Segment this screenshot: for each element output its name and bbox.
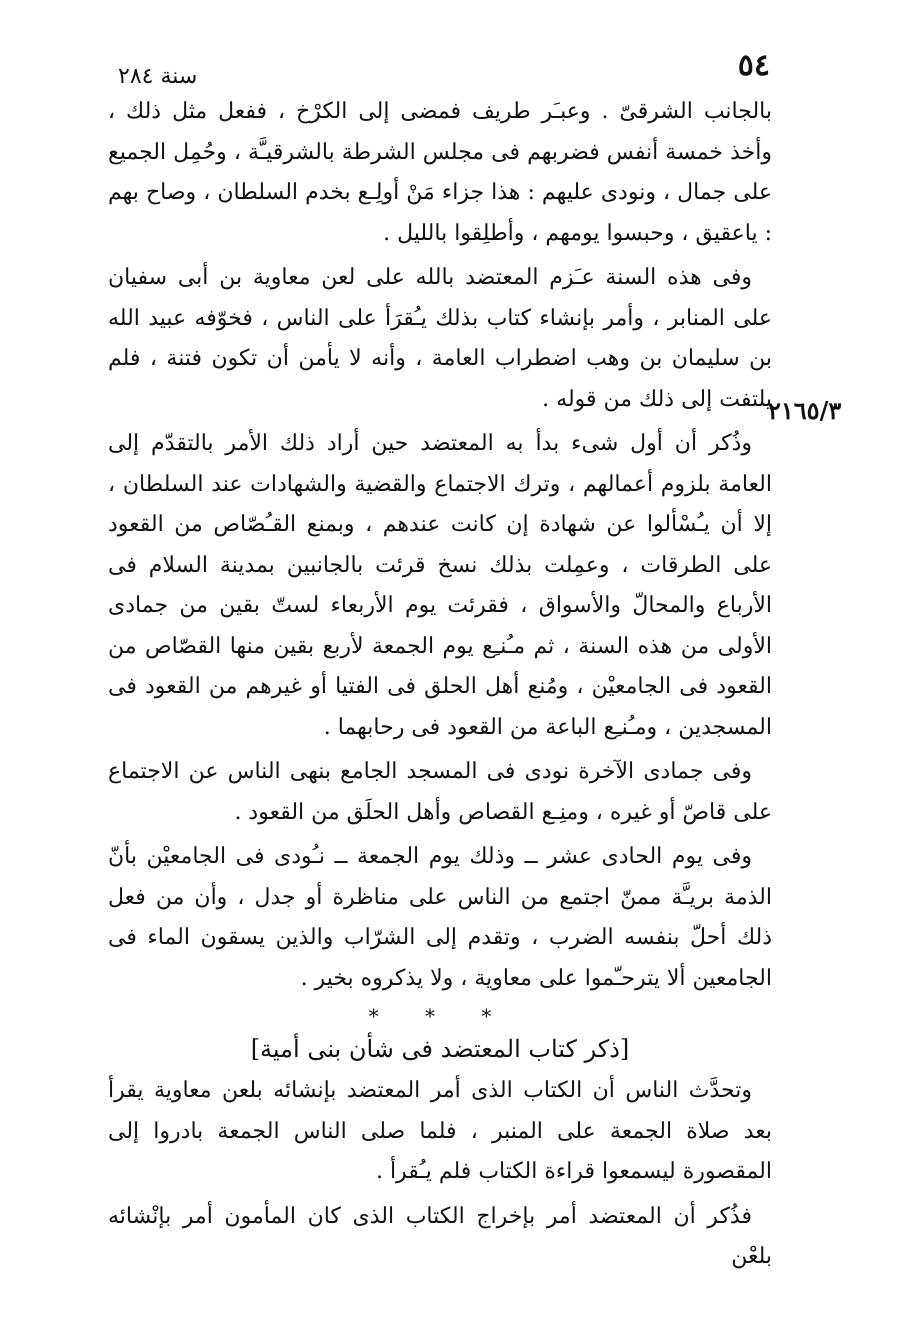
running-head-year: سنة ٢٨٤: [118, 64, 198, 89]
paragraph: بالجانب الشرقىّ . وعبـَر طريف فمضى إلى الكرْخ ، ففعل مثل ذلك ، وأخذ خمسة أنفس فضربهم فى مجلس الشرطة بالشرقيـَّة ، وحُمِل الجميع على جمال ، ونودى عليهم : هذا جزاء مَنْ أولِـع بخدم السلطان ، وصاح بهم : ياعقيق ، وحبسوا يومهم ، وأطلِقوا بالليل .: [108, 99, 772, 246]
paragraph: وتحدَّث الناس أن الكتاب الذى أمر المعتضد بإنشائه بلعن معاوية يقرأ بعد صلاة الجمعة على المنبر ، فلما صلى الناس الجمعة بادروا إلى المقصورة ليسمعوا قراءة الكتاب فلم يـُقرأ .: [108, 1078, 772, 1184]
page-number: ٥٤: [737, 48, 770, 83]
paragraph: فذُكر أن المعتضد أمر بإخراج الكتاب الذى كان المأمون أمر بإنْشائه بلعْن: [108, 1203, 772, 1269]
section-separator: * * *: [368, 1004, 512, 1028]
main-text: [108, 92, 772, 1282]
paragraph: وفى جمادى الآخرة نودى فى المسجد الجامع بنهى الناس عن الاجتماع على قاصّ أو غيره ، ومنِـع القصاص وأهل الحلَق من القعود .: [108, 759, 772, 825]
paragraph: وذُكر أن أول شىء بدأ به المعتضد حين أراد ذلك الأمر بالتقدّم إلى العامة بلزوم أعمالهم ، وترك الاجتماع والقضية والشهادات عند السلطان ، إلا أن يـُسْألوا عن شهادة إن كانت عندهم ، وبمنع القـُصّاص من القعود على الطرقات ، وعمِلت بذلك نسخ قرئت بالجانبين بمدينة السلام فى الأرباع والمحالّ والأسواق ، فقرئت يوم الأربعاء لستّ بقين من جمادى الأولى من هذه السنة ، ثم مـُنـِع يوم الجمعة لأربع بقين منها القصّاص من القعود فى الجامعيْن ، ومُنع أهل الحلق فى الفتيا أو غيرهم من القعود فى المسجدين ، ومـُنـِع الباعة من القعود فى رحابهما .: [108, 431, 772, 740]
page-header: [110, 48, 770, 88]
paragraph: وفى يوم الحادى عشر ــ وذلك يوم الجمعة ــ نـُودى فى الجامعيْن بأنّ الذمة بريـَّة ممنّ اجتمع من الناس على مناظرة أو جدل ، وأن من فعل ذلك أحلّ بنفسه الضرب ، وتقدم إلى الشرّاب والذين يسقون الماء فى الجامعين ألا يترحـّموا على معاوية ، ولا يذكروه بخير .: [108, 844, 772, 991]
paragraph: وفى هذه السنة عـَزم المعتضد بالله على لعن معاوية بن أبى سفيان على المنابر ، وأمر بإنشاء كتاب بذلك يـُقرَأ على الناس ، فخوّفه عبيد الله بن سليمان بن وهب اضطراب العامة ، وأنه لا يأمن أن تكون فتنة ، فلم يلتفت إلى ذلك من قوله .: [108, 265, 772, 412]
margin-reference: ٢١٦٥/٣: [768, 396, 842, 425]
section-heading: [ذكر كتاب المعتضد فى شأن بنى أمية]: [250, 1035, 630, 1063]
